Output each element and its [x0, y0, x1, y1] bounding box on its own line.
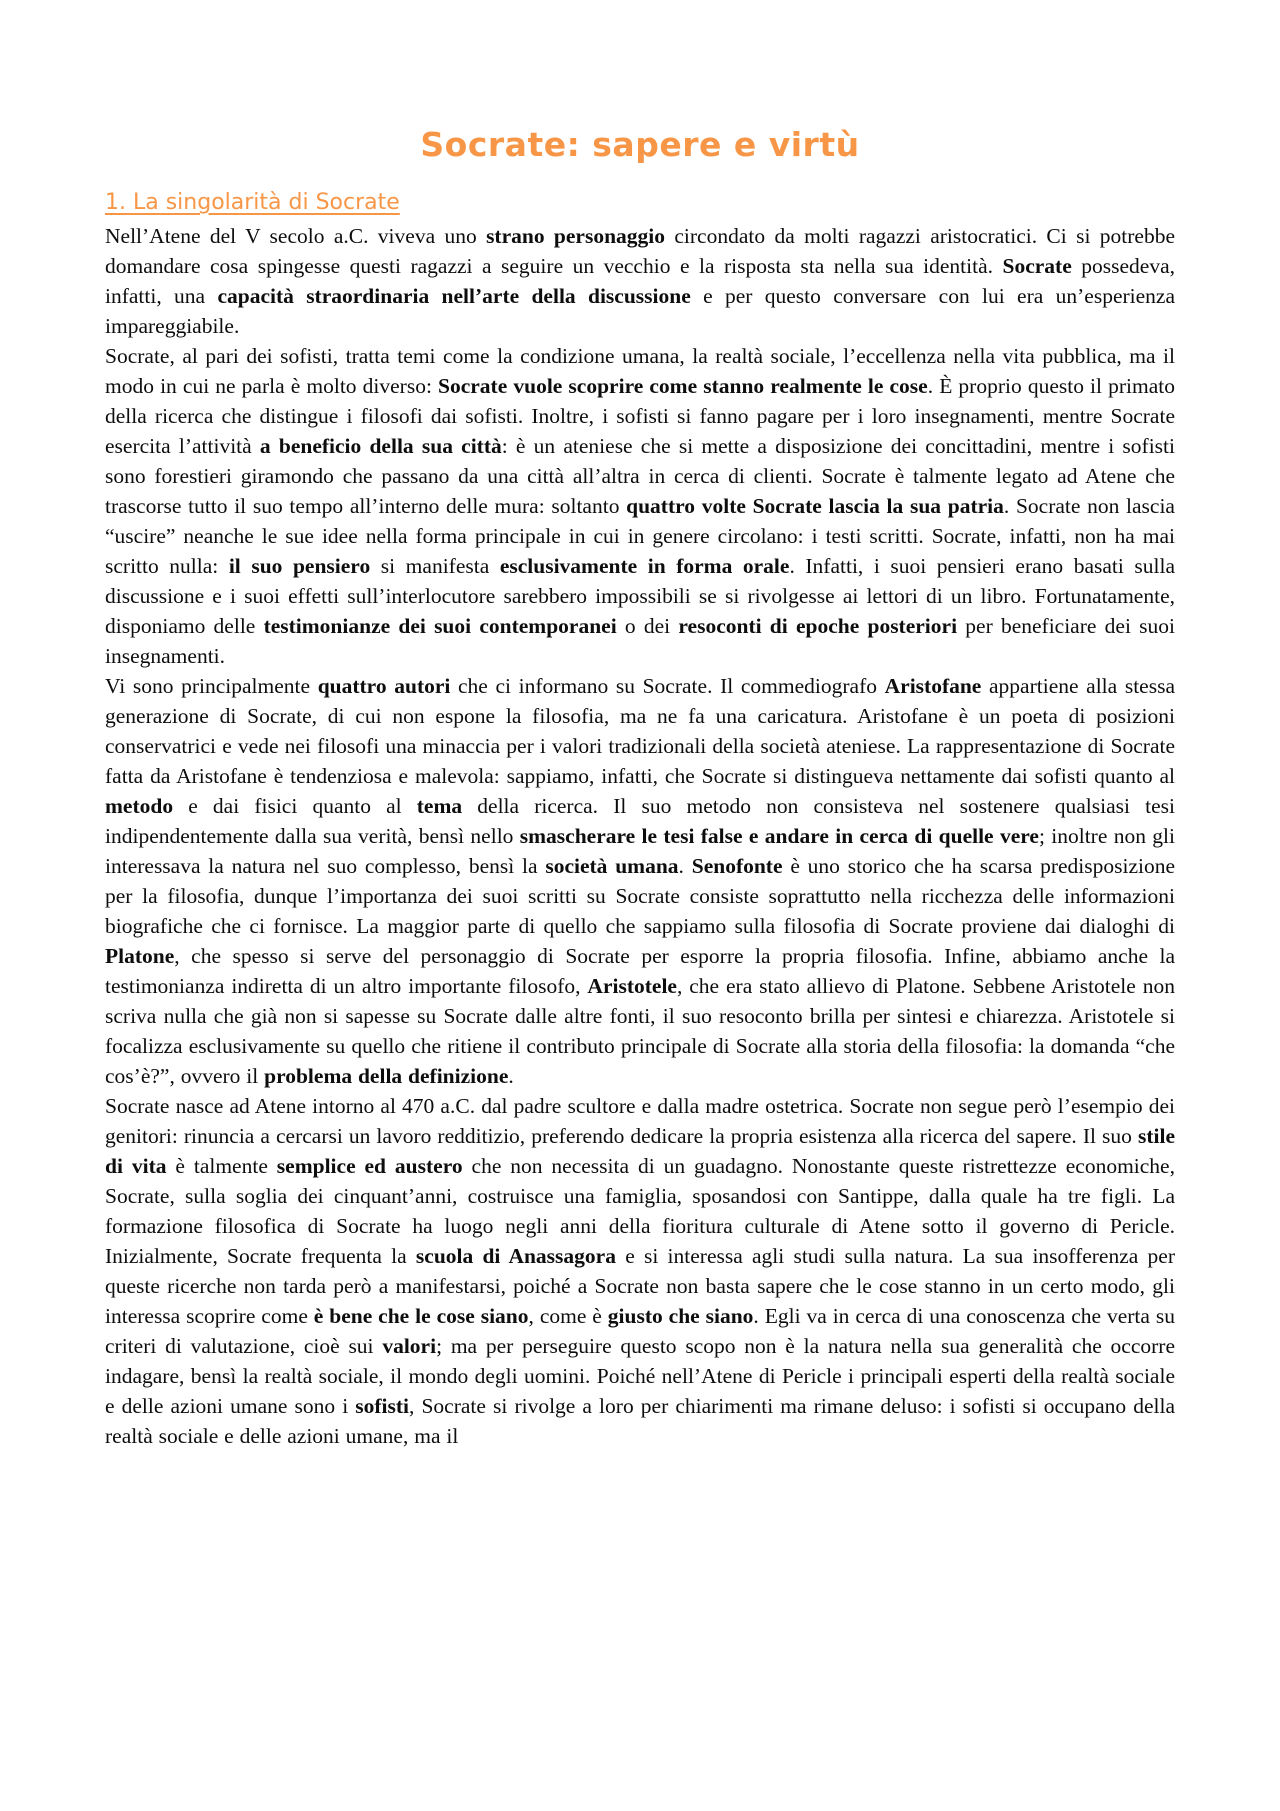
text-segment: e si interessa agli studi sulla natura. La sua insofferenza per queste ricerche non tarda però a manifestarsi, poiché a Socrate non basta sapere che le cose stanno in un certo modo, gli interessa scoprire come	[105, 1244, 1175, 1329]
text-segment: . È proprio questo il primato della ricerca che distingue i filosofi dai sofisti. Inoltre, i sofisti si fanno pagare per i loro insegnamenti, mentre Socrate esercita l’attività	[105, 374, 1175, 459]
text-segment: che non necessita di un guadagno. Nonostante queste ristrettezze economiche, Socrate, sulla soglia dei cinquant’anni, costruisce una famiglia, sposandosi con Santippe, dalla quale ha tre figli. La formazione filosofica di Socrate ha luogo negli anni della fioritura culturale di Atene sotto il governo di Pericle. Inizialmente, Socrate frequenta la	[105, 1154, 1175, 1269]
bold-text-segment: giusto che siano	[607, 1304, 754, 1329]
text-segment: , che era stato allievo di Platone. Sebbene Aristotele non scriva nulla che già non si sapesse su Socrate dalle altre fonti, il suo resoconto brilla per sintesi e chiarezza. Aristotele si focalizza esclusivamente su quello che ritiene il contributo principale di Socrate alla storia della filosofia: la domanda “che cos’è?”, ovvero il	[105, 974, 1175, 1089]
text-segment: .	[508, 1064, 514, 1089]
bold-text-segment: il suo pensiero	[228, 554, 371, 579]
text-segment: ; ma per perseguire questo scopo non è la natura nella sua generalità che occorre indagare, bensì la realtà sociale, il mondo degli uomini. Poiché nell’Atene di Pericle i principali esperti della realtà sociale e delle azioni umane sono i	[105, 1334, 1175, 1419]
text-segment: è talmente	[166, 1154, 277, 1179]
text-segment: circondato da molti ragazzi aristocratici. Ci si potrebbe domandare cosa spingesse questi ragazzi a seguire un vecchio e la risposta sta nella sua identità.	[105, 224, 1175, 279]
text-segment: . Socrate non lascia “uscire” neanche le sue idee nella forma principale in cui in genere circolano: i testi scritti. Socrate, infatti, non ha mai scritto nulla:	[105, 494, 1175, 579]
text-segment: e per questo conversare con lui era un’esperienza impareggiabile.	[105, 284, 1176, 339]
bold-text-segment: scuola di Anassagora	[415, 1244, 616, 1269]
bold-text-segment: quattro volte Socrate lascia la sua patria	[626, 494, 1004, 519]
bold-text-segment: metodo	[105, 794, 174, 819]
bold-text-segment: società umana	[545, 854, 679, 879]
text-segment: , come è	[528, 1304, 608, 1329]
bold-text-segment: problema della definizione	[264, 1064, 509, 1089]
text-segment: : è un ateniese che si mette a disposizione dei concittadini, mentre i sofisti sono forestieri giramondo che passano da una città all’altra in cerca di clienti. Socrate è talmente legato ad Atene che trascorse tutto il suo tempo all’interno delle mura: soltanto	[105, 434, 1175, 519]
paragraph	[105, 341, 1175, 671]
bold-text-segment: Platone	[105, 944, 175, 969]
bold-text-segment: semplice ed austero	[276, 1154, 463, 1179]
text-segment: Vi sono principalmente	[105, 674, 318, 699]
text-segment: Nell’Atene del V secolo a.C. viveva uno	[105, 224, 487, 249]
text-segment: o dei	[616, 614, 679, 639]
text-segment: e dai fisici quanto al	[173, 794, 417, 819]
bold-text-segment: strano personaggio	[486, 224, 666, 249]
bold-text-segment: Aristofane	[884, 674, 982, 699]
bold-text-segment: Aristotele	[587, 974, 677, 999]
text-segment: , Socrate si rivolge a loro per chiarimenti ma rimane deluso: i sofisti si occupano della realtà sociale e delle azioni umane, ma il	[105, 1394, 1175, 1449]
text-segment: Socrate nasce ad Atene intorno al 470 a.C. dal padre scultore e dalla madre ostetrica. Socrate non segue però l’esempio dei genitori: rinuncia a cercarsi un lavoro redditizio, preferendo dedicare la propria esistenza alla ricerca del sapere. Il suo	[105, 1094, 1175, 1149]
bold-text-segment: a beneficio della sua città	[259, 434, 502, 459]
document-paragraphs	[105, 221, 1175, 1451]
bold-text-segment: quattro autori	[317, 674, 451, 699]
text-segment: per beneficiare dei suoi insegnamenti.	[105, 614, 1175, 669]
paragraph	[105, 221, 1175, 341]
page-title: Socrate: sapere e virtù	[420, 125, 860, 164]
text-segment: . Egli va in cerca di una conoscenza che verta su criteri di valutazione, cioè sui	[105, 1304, 1175, 1359]
text-segment: ; inoltre non gli interessava la natura nel suo complesso, bensì la	[105, 824, 1176, 879]
text-segment: , che spesso si serve del personaggio di Socrate per esporre la propria filosofia. Infine, abbiamo anche la testimonianza indiretta di un altro importante filosofo,	[105, 944, 1175, 999]
bold-text-segment: esclusivamente in forma orale	[499, 554, 790, 579]
text-segment: .	[678, 854, 692, 879]
bold-text-segment: resoconti di epoche posteriori	[678, 614, 958, 639]
bold-text-segment: tema	[416, 794, 463, 819]
bold-text-segment: Senofonte	[691, 854, 783, 879]
text-segment: possedeva, infatti, una	[105, 254, 1175, 309]
bold-text-segment: Socrate	[1002, 254, 1072, 279]
bold-text-segment: sofisti	[355, 1394, 410, 1419]
bold-text-segment: valori	[382, 1334, 437, 1359]
text-segment: appartiene alla stessa generazione di Socrate, di cui non espone la filosofia, ma ne fa una caricatura. Aristofane è un poeta di posizioni conservatrici e vede nei filosofi una minaccia per i valori tradizionali della società ateniese. La rappresentazione di Socrate fatta da Aristofane è tendenziosa e malevola: sappiamo, infatti, che Socrate si distingueva nettamente dai sofisti quanto al	[105, 674, 1175, 789]
text-segment: Socrate, al pari dei sofisti, tratta temi come la condizione umana, la realtà sociale, l’eccellenza nella vita pubblica, ma il modo in cui ne parla è molto diverso:	[105, 344, 1175, 399]
bold-text-segment: è bene che le cose siano	[313, 1304, 529, 1329]
text-segment: . Infatti, i suoi pensieri erano basati sulla discussione e i suoi effetti sull’interlocutore sarebbero impossibili se si rivolgesse ai lettori di un libro. Fortunatamente, disponiamo delle	[105, 554, 1176, 639]
section-heading: 1. La singolarità di Socrate	[105, 189, 400, 215]
bold-text-segment: stile di vita	[105, 1124, 1175, 1179]
bold-text-segment: testimonianze dei suoi contemporanei	[263, 614, 617, 639]
text-segment: è uno storico che ha scarsa predisposizione per la filosofia, dunque l’importanza dei suoi scritti su Socrate consiste soprattutto nella ricchezza delle informazioni biografiche che ci fornisce. La maggior parte di quello che sappiamo sulla filosofia di Socrate proviene dai dialoghi di	[105, 854, 1176, 939]
text-segment: che ci informano su Socrate. Il commediografo	[450, 674, 885, 699]
text-segment: si manifesta	[370, 554, 500, 579]
text-segment: della ricerca. Il suo metodo non consisteva nel sostenere qualsiasi tesi indipendentemente dalla sua verità, bensì nello	[105, 794, 1175, 849]
paragraph	[105, 671, 1175, 1091]
bold-text-segment: capacità straordinaria nell’arte della discussione	[217, 284, 691, 309]
paragraph	[105, 1091, 1175, 1451]
bold-text-segment: smascherare le tesi false e andare in cerca di quelle vere	[519, 824, 1039, 849]
bold-text-segment: Socrate vuole scoprire come stanno realmente le cose	[438, 374, 928, 399]
